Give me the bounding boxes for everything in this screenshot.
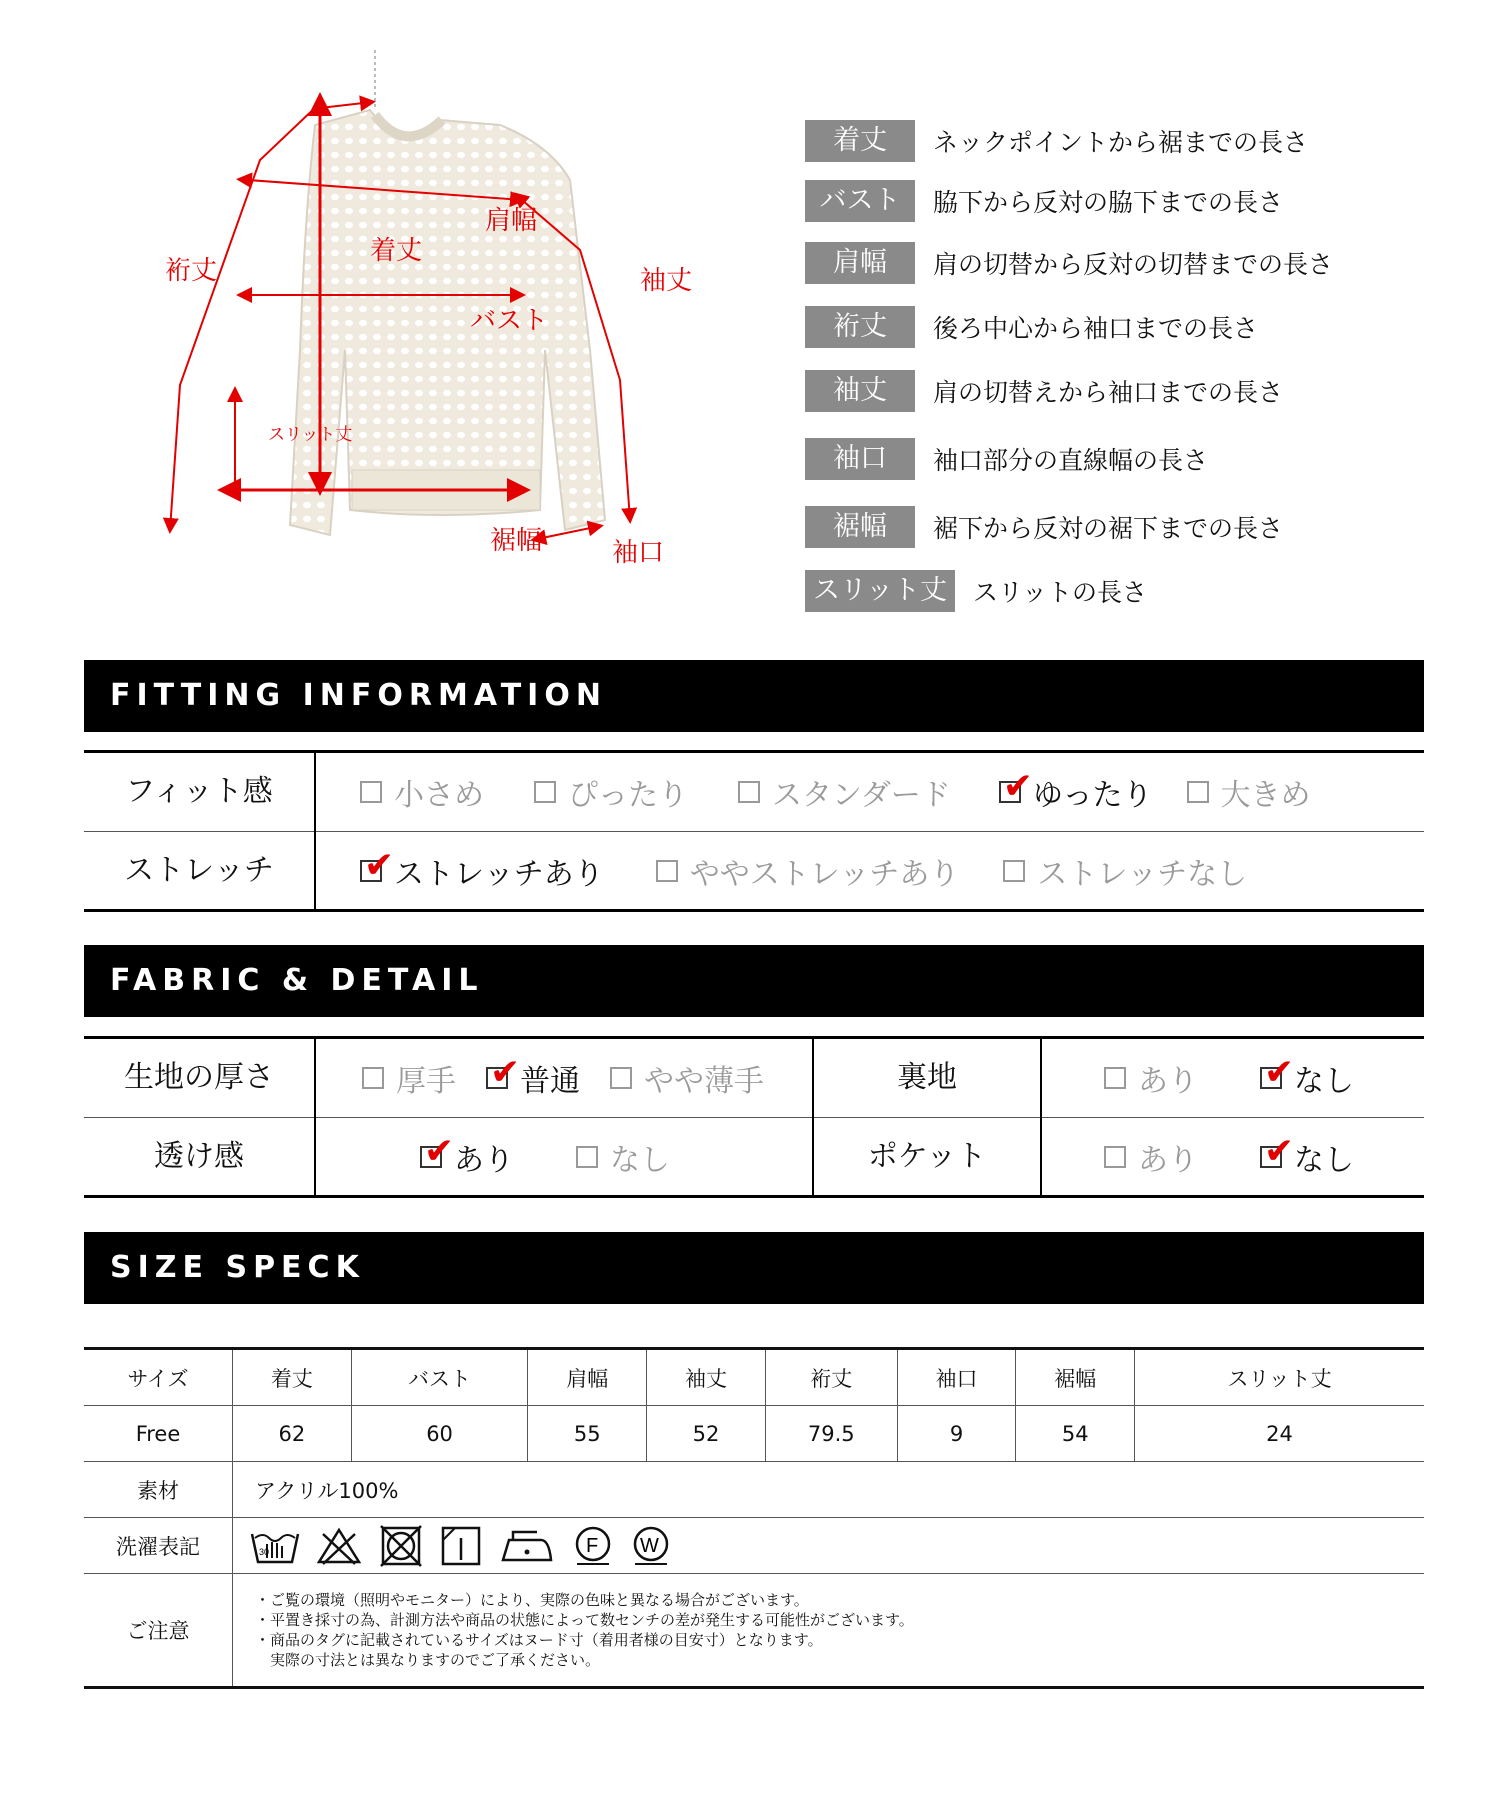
thickness-option-thick[interactable]: 厚手 — [362, 1056, 456, 1100]
header-cell: 裾幅 — [1016, 1349, 1135, 1406]
checkmark-icon: ✔ — [1264, 1052, 1295, 1093]
sheer-option-no[interactable]: なし — [576, 1135, 670, 1179]
legend-term: バスト — [805, 180, 915, 222]
header-cell: 袖丈 — [647, 1349, 766, 1406]
legend-row — [805, 438, 1208, 480]
size-header-row — [84, 1349, 1424, 1406]
care-icons-cell — [233, 1518, 1425, 1574]
care-row — [84, 1518, 1424, 1574]
label-hem: 裾幅 — [490, 526, 543, 556]
neck-arrow — [320, 102, 372, 108]
size-cell: 54 — [1016, 1406, 1135, 1462]
thickness-row — [84, 1039, 1424, 1117]
fit-option-large[interactable]: 大きめ — [1187, 770, 1311, 814]
wet-clean-w-icon — [629, 1524, 673, 1568]
checkbox-checked[interactable] — [999, 766, 1033, 807]
checkbox-checked[interactable] — [486, 1052, 521, 1093]
no-bleach-icon — [315, 1524, 363, 1568]
fit-row — [84, 753, 1424, 831]
material-row — [84, 1462, 1424, 1518]
material-label: 素材 — [84, 1462, 233, 1518]
checkmark-icon: ✔ — [424, 1131, 455, 1172]
fabric-section-title: FABRIC & DETAIL — [84, 945, 1424, 1017]
size-row-free — [84, 1406, 1424, 1462]
notes-cell — [233, 1574, 1425, 1688]
dry-clean-f-icon — [571, 1524, 615, 1568]
lining-option-no[interactable]: ✔ なし — [1260, 1056, 1354, 1100]
checkbox[interactable] — [656, 860, 678, 882]
checkmark-icon: ✔ — [364, 845, 395, 886]
line-dry-shade-icon — [439, 1524, 483, 1568]
no-tumble-dry-icon — [377, 1524, 425, 1568]
fit-label: フィット感 — [125, 774, 273, 809]
checkbox-checked[interactable] — [360, 845, 395, 886]
fit-option-loose[interactable]: ✔ ゆったり — [999, 770, 1153, 814]
legend-desc: 裾下から反対の裾下までの長さ — [933, 514, 1284, 543]
fabric-table — [84, 1036, 1424, 1198]
sheer-row — [84, 1118, 1424, 1196]
fitting-section-title: FITTING INFORMATION — [84, 660, 1424, 732]
legend-desc: 肩の切替から反対の切替までの長さ — [933, 250, 1334, 279]
legend-desc: 袖口部分の直線幅の長さ — [933, 446, 1209, 475]
checkbox[interactable] — [576, 1146, 598, 1168]
checkbox[interactable] — [1104, 1146, 1126, 1168]
stretch-option-slight[interactable]: ややストレッチあり — [656, 849, 960, 893]
pocket-option-no[interactable]: ✔ なし — [1260, 1135, 1354, 1179]
svg-text:F: F — [586, 1534, 599, 1557]
checkmark-icon: ✔ — [490, 1052, 521, 1093]
care-label: 洗濯表記 — [84, 1518, 233, 1574]
label-bust: バスト — [470, 306, 549, 336]
thickness-label: 生地の厚さ — [124, 1060, 274, 1095]
note-line: ・ご覧の環境（照明やモニター）により、実際の色味と異なる場合がございます。 — [255, 1591, 809, 1609]
label-yuki: 裄丈 — [165, 256, 218, 286]
legend-row — [805, 370, 1283, 412]
checkmark-icon: ✔ — [1264, 1131, 1295, 1172]
header-cell: サイズ — [84, 1349, 233, 1406]
legend-desc: スリットの長さ — [973, 578, 1148, 607]
checkbox[interactable] — [362, 1067, 384, 1089]
legend-desc: 脇下から反対の脇下までの長さ — [933, 188, 1284, 217]
header-cell: 裄丈 — [765, 1349, 897, 1406]
size-cell: 52 — [647, 1406, 766, 1462]
legend-term: スリット丈 — [805, 570, 955, 612]
stretch-row — [84, 832, 1424, 910]
legend-term: 着丈 — [805, 120, 915, 162]
legend-row — [805, 180, 1283, 222]
header-cell: バスト — [351, 1349, 528, 1406]
checkbox[interactable] — [1187, 781, 1209, 803]
header-cell: 袖口 — [897, 1349, 1016, 1406]
lining-option-yes[interactable]: あり — [1104, 1056, 1198, 1100]
label-slit: スリット丈 — [268, 425, 353, 445]
legend-row — [805, 570, 1147, 612]
legend-row — [805, 242, 1333, 284]
fit-option-snug[interactable]: ぴったり — [534, 770, 688, 814]
header-cell: スリット丈 — [1135, 1349, 1424, 1406]
svg-text:W: W — [640, 1534, 659, 1557]
checkbox[interactable] — [360, 781, 382, 803]
legend-row — [805, 306, 1258, 348]
legend-desc: 肩の切替えから袖口までの長さ — [933, 378, 1284, 407]
lining-label: 裏地 — [897, 1060, 957, 1095]
size-cell: Free — [84, 1406, 233, 1462]
sheer-label: 透け感 — [154, 1139, 244, 1174]
legend-row — [805, 120, 1308, 162]
label-cuff: 袖口 — [612, 538, 665, 568]
legend-term: 裄丈 — [805, 306, 915, 348]
notes-label: ご注意 — [84, 1574, 233, 1688]
iron-low-icon — [497, 1524, 557, 1568]
legend-row — [805, 506, 1283, 548]
checkbox-checked[interactable] — [420, 1131, 455, 1172]
checkbox[interactable] — [1104, 1067, 1126, 1089]
size-table — [84, 1347, 1424, 1689]
sweater-illustration — [160, 50, 720, 590]
label-sleeve: 袖丈 — [640, 266, 693, 296]
material-value: アクリル100% — [233, 1462, 1425, 1518]
legend-term: 肩幅 — [805, 242, 915, 284]
header-cell: 着丈 — [233, 1349, 352, 1406]
pocket-label: ポケット — [867, 1139, 987, 1174]
label-shoulder: 肩幅 — [485, 206, 538, 236]
checkbox-checked[interactable] — [1260, 1052, 1295, 1093]
size-cell: 9 — [897, 1406, 1016, 1462]
sheer-option-yes[interactable]: ✔ あり — [420, 1135, 514, 1179]
stretch-option-no[interactable]: ストレッチなし — [1003, 849, 1247, 893]
legend-term: 袖丈 — [805, 370, 915, 412]
fit-option-standard[interactable]: スタンダード — [738, 770, 951, 814]
fit-option-small[interactable]: 小さめ — [360, 770, 484, 814]
checkbox-checked[interactable] — [1260, 1131, 1295, 1172]
size-cell: 55 — [528, 1406, 647, 1462]
legend-term: 袖口 — [805, 438, 915, 480]
fitting-table — [84, 750, 1424, 912]
legend-desc: ネックポイントから裾までの長さ — [933, 128, 1309, 157]
svg-text:30: 30 — [259, 1546, 270, 1557]
stretch-option-yes[interactable]: ✔ ストレッチあり — [360, 849, 604, 893]
checkbox[interactable] — [1003, 860, 1025, 882]
legend-desc: 後ろ中心から袖口までの長さ — [933, 314, 1259, 343]
size-section-title: SIZE SPECK — [84, 1232, 1424, 1304]
checkbox[interactable] — [534, 781, 556, 803]
size-cell: 62 — [233, 1406, 352, 1462]
header-cell: 肩幅 — [528, 1349, 647, 1406]
size-cell: 79.5 — [765, 1406, 897, 1462]
checkbox[interactable] — [610, 1067, 632, 1089]
size-cell: 24 — [1135, 1406, 1424, 1462]
checkbox[interactable] — [738, 781, 760, 803]
checkmark-icon: ✔ — [1002, 766, 1033, 807]
size-cell: 60 — [351, 1406, 528, 1462]
hand-wash-30-icon — [249, 1524, 301, 1568]
notes-row — [84, 1574, 1424, 1688]
note-line: ・平置き採寸の為、計測方法や商品の状態によって数センチの差が発生する可能性がございます。 — [255, 1611, 914, 1629]
note-line: ・商品のタグに記載されているサイズはヌード寸（着用者様の目安寸）となります。 — [255, 1631, 823, 1649]
note-line: 実際の寸法とは異なりますのでご了承ください。 — [255, 1651, 601, 1669]
label-length: 着丈 — [370, 236, 423, 266]
measurement-diagram — [160, 50, 720, 590]
legend-term: 裾幅 — [805, 506, 915, 548]
thickness-option-normal[interactable]: ✔ 普通 — [486, 1056, 580, 1100]
pocket-option-yes[interactable]: あり — [1104, 1135, 1198, 1179]
measurement-legend — [805, 120, 1465, 620]
stretch-label: ストレッチ — [124, 853, 274, 888]
thickness-option-thin[interactable]: やや薄手 — [610, 1056, 764, 1100]
